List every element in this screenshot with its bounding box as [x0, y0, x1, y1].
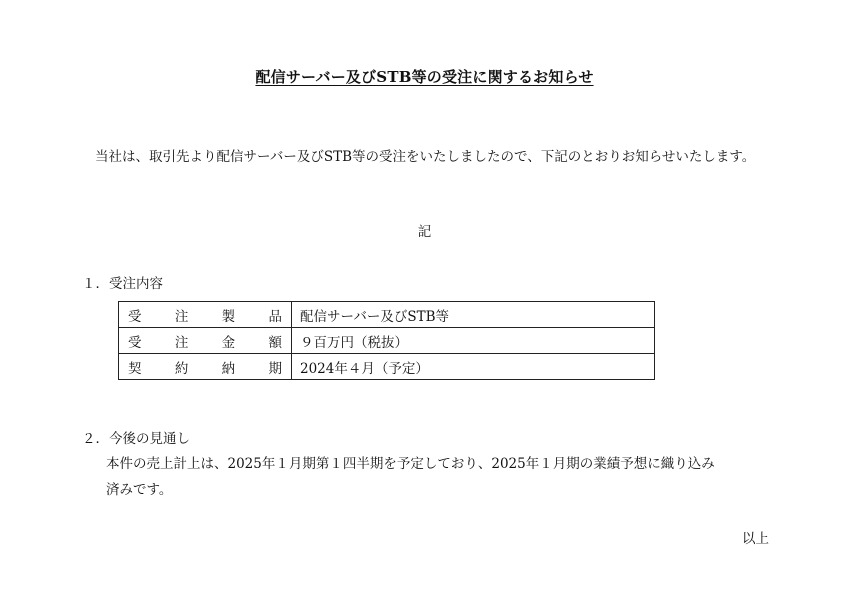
outlook-paragraph: [82, 451, 782, 503]
label-char: 納: [221, 360, 236, 377]
row-label: [119, 328, 292, 354]
ki-heading: 記: [417, 224, 432, 240]
label-char: 額: [268, 334, 282, 351]
table-row: [119, 328, 655, 354]
outlook-line-2: 済みです。: [106, 482, 173, 498]
row-label: [119, 302, 292, 328]
document-title: 配信サーバー及びSTB等の受注に関するお知らせ: [255, 68, 594, 86]
outlook-line-1: 本件の売上計上は、2025年１月期第１四半期を予定しており、2025年１月期の業績予想に織り込み: [106, 456, 715, 472]
table-row: [119, 354, 655, 380]
row-value: 2024年４月（予定）: [292, 354, 655, 380]
label-char: 受: [128, 334, 142, 351]
label-char: 約: [174, 360, 189, 377]
label-char: 注: [174, 308, 189, 325]
closing-text: 以上: [742, 531, 769, 547]
label-char: 契: [128, 360, 142, 377]
row-label: [119, 354, 292, 380]
row-value: ９百万円（税抜）: [292, 328, 655, 354]
table-row: [119, 302, 655, 328]
section-2-heading: ２．今後の見通し: [82, 431, 190, 447]
label-char: 製: [221, 308, 236, 325]
order-details-table: [118, 301, 655, 380]
label-char: 受: [128, 308, 142, 325]
row-value: 配信サーバー及びSTB等: [292, 302, 655, 328]
label-char: 注: [174, 334, 189, 351]
label-char: 品: [268, 308, 282, 325]
intro-paragraph: 当社は、取引先より配信サーバー及びSTB等の受注をいたしましたので、下記のとおりお知らせいたします。: [95, 149, 756, 165]
label-char: 期: [268, 360, 282, 377]
section-1-heading: １．受注内容: [82, 276, 163, 292]
label-char: 金: [221, 334, 236, 351]
